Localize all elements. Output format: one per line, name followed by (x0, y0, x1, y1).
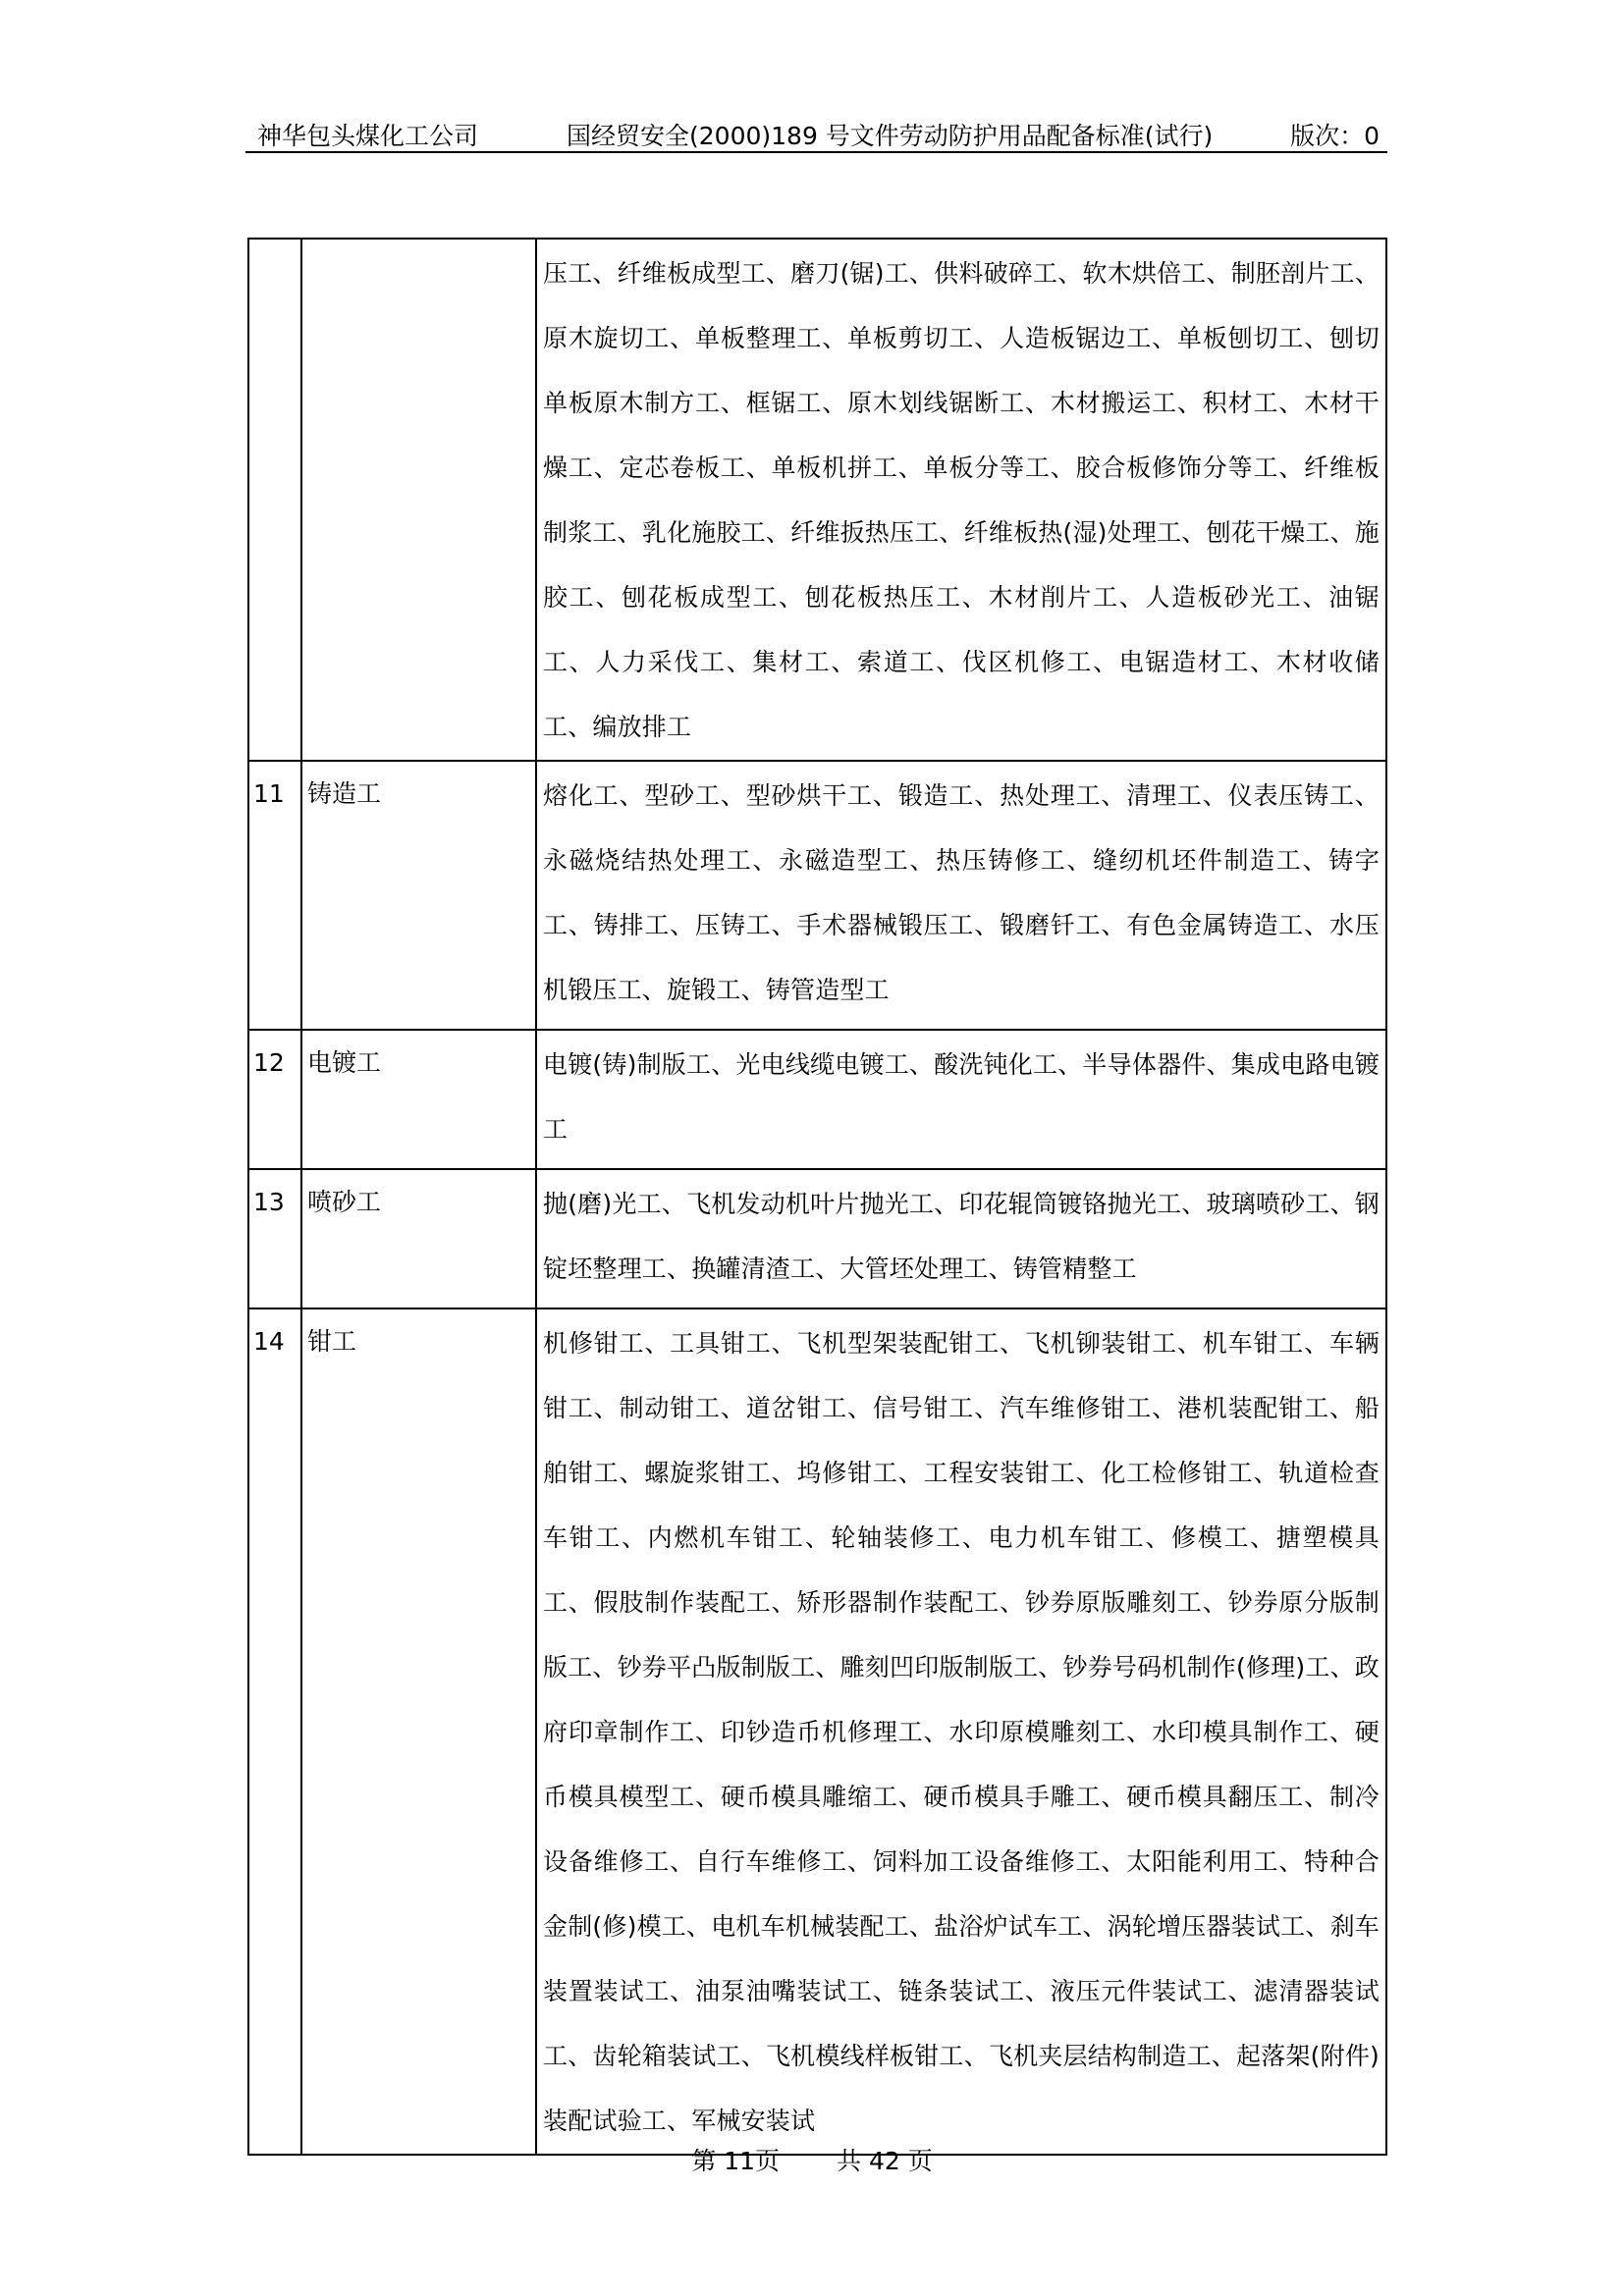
job-category: 喷砂工 (301, 1169, 536, 1308)
page-footer (0, 2142, 1624, 2177)
standard-table (247, 238, 1387, 2156)
row-number: 11 (248, 761, 301, 1030)
job-category: 钳工 (301, 1308, 536, 2155)
job-list (536, 761, 1386, 1030)
job-list-text: 电镀(铸)制版工、光电线缆电镀工、酸洗钝化工、半导体器件、集成电路电镀工 (543, 1050, 1380, 1144)
job-list-text: 抛(磨)光工、飞机发动机叶片抛光工、印花辊筒镀铬抛光工、玻璃喷砂工、钢锭坯整理工、换罐清渣工、大管坯处理工、铸管精整工 (543, 1190, 1380, 1283)
table-row (248, 1308, 1386, 2155)
job-list-text: 熔化工、型砂工、型砂烘干工、锻造工、热处理工、清理工、仪表压铸工、永磁烧结热处理工、永磁造型工、热压铸修工、缝纫机坯件制造工、铸字工、铸排工、压铸工、手术器械锻压工、锻磨钎工、有色金属铸造工、水压机锻压工、旋锻工、铸管造型工 (543, 781, 1380, 1004)
job-list (536, 1308, 1386, 2155)
row-number (248, 239, 301, 761)
header-version: 版次：0 (1290, 122, 1380, 150)
job-category: 铸造工 (301, 761, 536, 1030)
table-row (248, 1030, 1386, 1169)
job-list-text: 机修钳工、工具钳工、飞机型架装配钳工、飞机铆装钳工、机车钳工、车辆钳工、制动钳工、道岔钳工、信号钳工、汽车维修钳工、港机装配钳工、船舶钳工、螺旋浆钳工、坞修钳工、工程安装钳工、化工检修钳工、轨道检查车钳工、内燃机车钳工、轮轴装修工、电力机车钳工、修模工、搪塑模具工、假肢制作装配工、矫形器制作装配工、钞券原版雕刻工、钞券原分版制版工、钞券平凸版制版工、雕刻凹印版制版工、钞券号码机制作(修理)工、政府印章制作工、印钞造币机修理工、水印原模雕刻工、水印模具制作工、硬币模具模型工、硬币模具雕缩工、硬币模具手雕工、硬币模具翻压工、制冷设备维修工、自行车维修工、饲料加工设备维修工、太阳能利用工、特种合金制(修)模工、电机车机械装配工、盐浴炉试车工、涡轮增压器装试工、刹车装置装试工、油泵油嘴装试工、链条装试工、液压元件装试工、滤清器装试工、齿轮箱装试工、飞机模线样板钳工、飞机夹层结构制造工、起落架(附件)装配试验工、军械安装试 (543, 1329, 1380, 2135)
table-row (248, 1169, 1386, 1308)
page-header (245, 110, 1387, 153)
table-row (248, 239, 1386, 761)
job-list-text: 压工、纤维板成型工、磨刀(锯)工、供料破碎工、软木烘倍工、制胚剖片工、原木旋切工、单板整理工、单板剪切工、人造板锯边工、单板刨切工、刨切单板原木制方工、框锯工、原木划线锯断工、木材搬运工、积材工、木材干燥工、定芯卷板工、单板机拼工、单板分等工、胶合板修饰分等工、纤维板制浆工、乳化施胶工、纤维扳热压工、纤维板热(湿)处理工、刨花干燥工、施胶工、刨花板成型工、刨花板热压工、木材削片工、人造板砂光工、油锯工、人力采伐工、集材工、索道工、伐区机修工、电锯造材工、木材收储工、编放排工 (543, 259, 1380, 741)
job-category (301, 239, 536, 761)
header-company: 神华包头煤化工公司 (257, 122, 479, 150)
row-number: 14 (248, 1308, 301, 2155)
page-total: 共 42 页 (837, 2147, 933, 2175)
job-list (536, 1030, 1386, 1169)
row-number: 12 (248, 1030, 301, 1169)
job-category: 电镀工 (301, 1030, 536, 1169)
header-title: 国经贸安全(2000)189 号文件劳动防护用品配备标准(试行) (567, 122, 1214, 150)
job-list (536, 1169, 1386, 1308)
page-number: 第 11页 (691, 2147, 781, 2175)
job-list (536, 239, 1386, 761)
row-number: 13 (248, 1169, 301, 1308)
table-row (248, 761, 1386, 1030)
